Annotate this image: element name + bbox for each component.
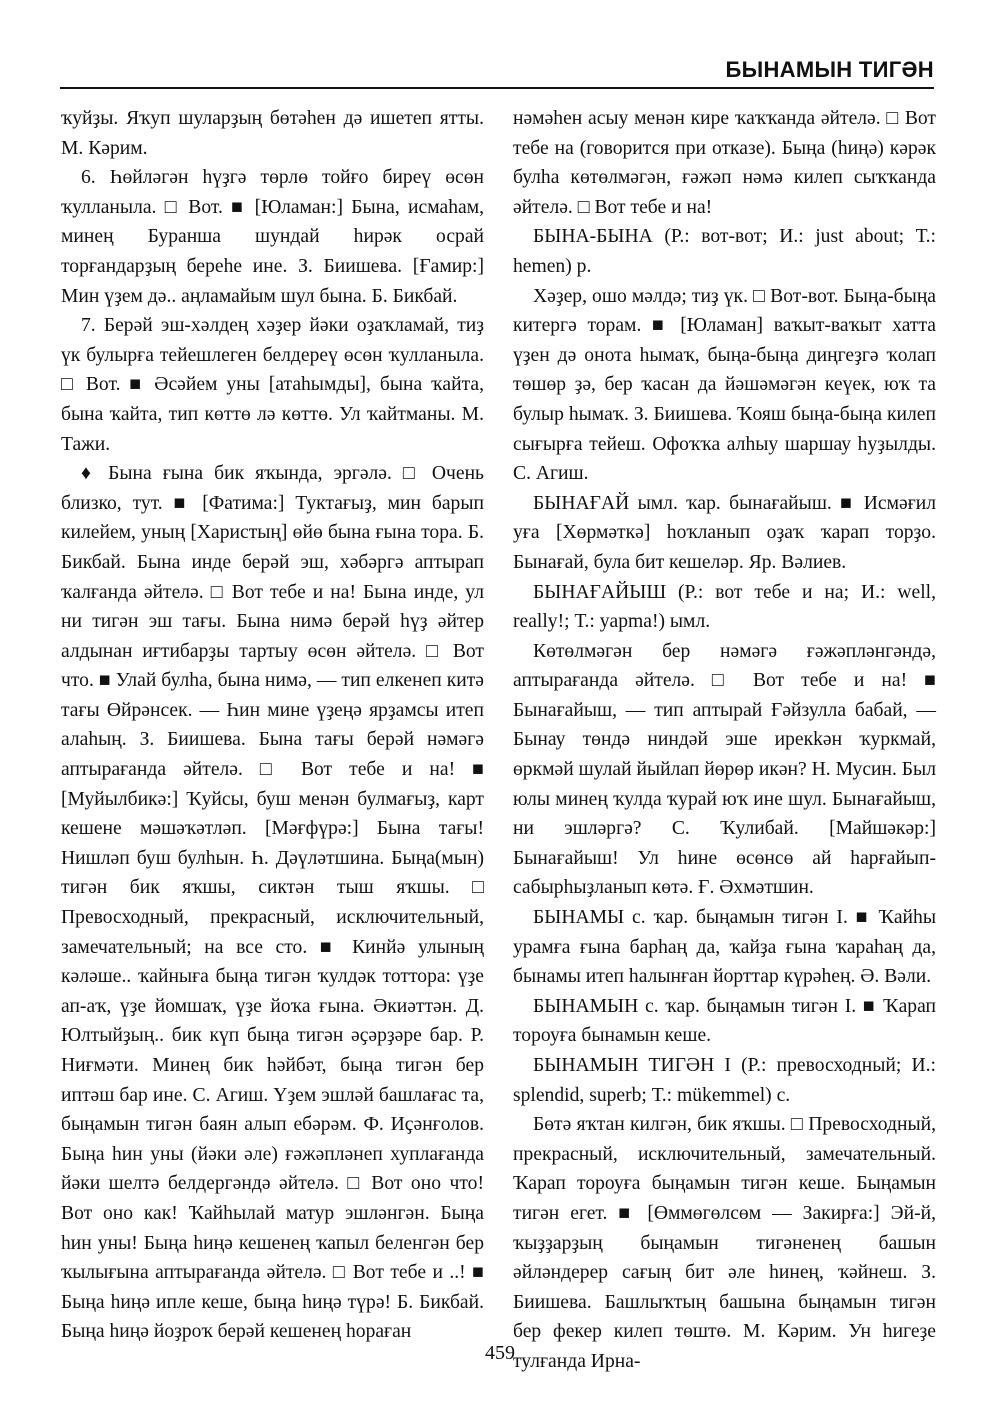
- running-title: БЫНАМЫН ТИГӘН: [725, 57, 934, 82]
- entry-paragraph: ҡуйҙы. Яҡуп шуларҙың бөтәһен дә ишетеп ятты. М. Кәрим.: [61, 108, 484, 159]
- headword-entry: БЫНАМЫН ТИГӘН I (Р.: превосходный; И.: splendid, superb; Т.: mükemmel) с.: [513, 1055, 936, 1106]
- right-column: [513, 104, 936, 1377]
- headword-entry: БЫНА-БЫНА (Р.: вот-вот; И.: just about; Т.: hemen) р.: [513, 226, 936, 277]
- running-header: [60, 54, 934, 89]
- left-column: [61, 104, 484, 1347]
- entry-paragraph: Көтөлмәгән бер нәмәгә ғәжәпләнгәндә, аптырағанда әйтелә. □ Вот тебе и на! ■ Бынағайыш, — тип аптырай Ғәйзулла бабай, — Бынау төндә ниндәй эше ирекkән ҡуркмай, өркмәй шулай йыйлап йөрөр икән? Н. Мусин. Был юлы минең ҡулда ҡурай юҡ ине шул. Бынағайыш, ни эшләргә? С. Ҡулибай. [Майшәкәр:] Бынағайыш! Ул һине өсөнсө ай һарғайып-сабырһыҙланып көтә. Ғ. Әхмәтшин.: [513, 640, 936, 899]
- entry-paragraph: Бөтә яҡтан килгән, бик яҡшы. □ Превосходный, прекрасный, исключительный, замечательный. Ҡарап тороуға быңамын тигән кеше. Быңамын тигән егет. ■ [Өммөгөлсөм — Закирға:] Эй-й, ҡыҙҙарҙың быңамын тигәненең башын әйләндерер сағың бит әле һинең, ҡәйнеш. З. Биишева. Башлыҡтың башына быңамын тигән бер фекер килеп төштө. М. Кәрим. Ун һигеҙе тулғанда Ирна-: [513, 1114, 936, 1372]
- page-number: 459: [485, 1342, 515, 1364]
- headword-entry: БЫНАҒАЙ ымл. ҡар. бынағайыш. ■ Исмәғил уға [Хөрмәткә] һоҡланып оҙаҡ ҡарап торҙо. Бынағай, була бит кешеләр. Яр. Вәлиев.: [513, 492, 936, 573]
- headword-entry: БЫНАМЫН с. ҡар. быңамын тигән I. ■ Ҡарап тороуға бынамын кеше.: [513, 995, 936, 1047]
- entry-paragraph: нәмәһен асыу менән кире ҡаҡҡанда әйтелә. □ Вот тебе на (говорится при отказе). Быңа (һиңә) кәрәк булһа көтөлмәгән, ғәжәп нәмә килеп сыҡҡанда әйтелә. □ Вот тебе и на!: [513, 108, 936, 218]
- entry-paragraph: 7. Берәй эш-хәлдең хәҙер йәки оҙаҡламай, тиҙ үк булырға тейешлеген белдереү өсөн ҡулланыла. □ Вот. ■ Әсәйем уны [атаһымды], бына ҡайта, бына ҡайта, тип көттө лә көттө. Ул ҡайтманы. М. Тажи.: [61, 315, 484, 455]
- headword-entry: БЫНАМЫ с. ҡар. быңамын тигән I. ■ Ҡайһы урамға ғына барһаң да, ҡайҙа ғына ҡараһаң да, бынамы итеп һалынған йорттар күрәһең. Ә. Вәли.: [513, 907, 936, 988]
- headword-entry: БЫНАҒАЙЫШ (Р.: вот тебе и на; И.: well, really!; Т.: yapma!) ымл.: [513, 581, 936, 633]
- entry-paragraph: 6. Һөйләгән һүҙгә төрлө тойғо биреү өсөн ҡулланыла. □ Вот. ■ [Юламан:] Бына, исмаһам, минең Буранша шундай һирәк осрай торғандарҙың береһе ине. З. Биишева. [Ғамир:] Мин үҙем дә.. аңламайым шул бына. Б. Бикбай.: [61, 167, 484, 307]
- entry-paragraph: ♦ Бына ғына бик яҡында, эргәлә. □ Очень близко, тут. ■ [Фатима:] Туктағыҙ, мин барып килейем, уның [Харистың] өйө бына ғына тора. Б. Бикбай. Бына инде берәй эш, хәбәргә аптырап ҡалғанда әйтелә. □ Вот тебе и на! Бына инде, ул ни тигән эш тағы. Бына нимә берәй һүҙ әйтер алдынан иғтибарҙы тартыу өсөн әйтелә. □ Вот что. ■ Улай булһа, бына нимә, — тип елкенеп китә тағы Өйрәнсек. — Һин мине үҙеңә ярҙамсы итеп алаһың. З. Биишева. Бына тағы берәй нәмәгә аптырағанда әйтелә. □ Вот тебе и на! ■ [Муйылбикә:] Ҡуйсы, буш менән булмағыҙ, карт кешене мәшәҡәтләп. [Мәғфүрә:] Бына тағы! Нишләп буш булһын. Һ. Дәүләтшина. Быңа(мын) тигән бик яҡшы, сиктән тыш яҡшы. □ Превосходный, прекрасный, исключительный, замечательный; на все сто. ■ Кинйә улының кәләше.. ҡайныға быңа тигән ҡулдәк тоттора: үҙе ап-аҡ, үҙе йомшаҡ, үҙе йоҡа ғына. Әкиәттән. Д. Юлтыйҙың.. бик күп быңа тигән әҫәрҙәре бар. Р. Ниғмәти. Минең бик һәйбәт, быңа тигән бер иптәш бар ине. С. Агиш. Үҙем эшләй башлағас та, быңамын тигән баян алып ебәрәм. Ф. Иҫәнғолов. Быңа һин уны (йәки әле) ғәжәпләнеп хуплағанда йәки шелтә белдергәндә әйтелә. □ Вот оно что! Вот оно как! Ҡайһылай матур эшләнгән. Быңа һин уны! Быңа һиңә кешенең ҡапыл беленгән бер ҡылығына аптырағанда әйтелә. □ Вот тебе и ..! ■ Быңа һиңә ипле кеше, быңа һиңә түрә! Б. Бикбай. Быңа һиңә йоҙроҡ берәй кешенең һораған: [61, 463, 484, 1343]
- entry-paragraph: Хәҙер, ошо мәлдә; тиҙ үк. □ Вот-вот. Быңа-быңа китергә торам. ■ [Юламан] ваҡыт-ваҡыт хатта үҙен дә онота һымаҡ, быңа-быңа диңгеҙгә ҡолап төшөр ҙә, бер ҡасан да йәшәмәгән кеүек, юҡ та булыр һымаҡ. З. Биишева. Ҡояш быңа-быңа килеп сығырға тейеш. Офоҡҡа алһыу шаршау һуҙылды. С. Агиш.: [513, 285, 936, 485]
